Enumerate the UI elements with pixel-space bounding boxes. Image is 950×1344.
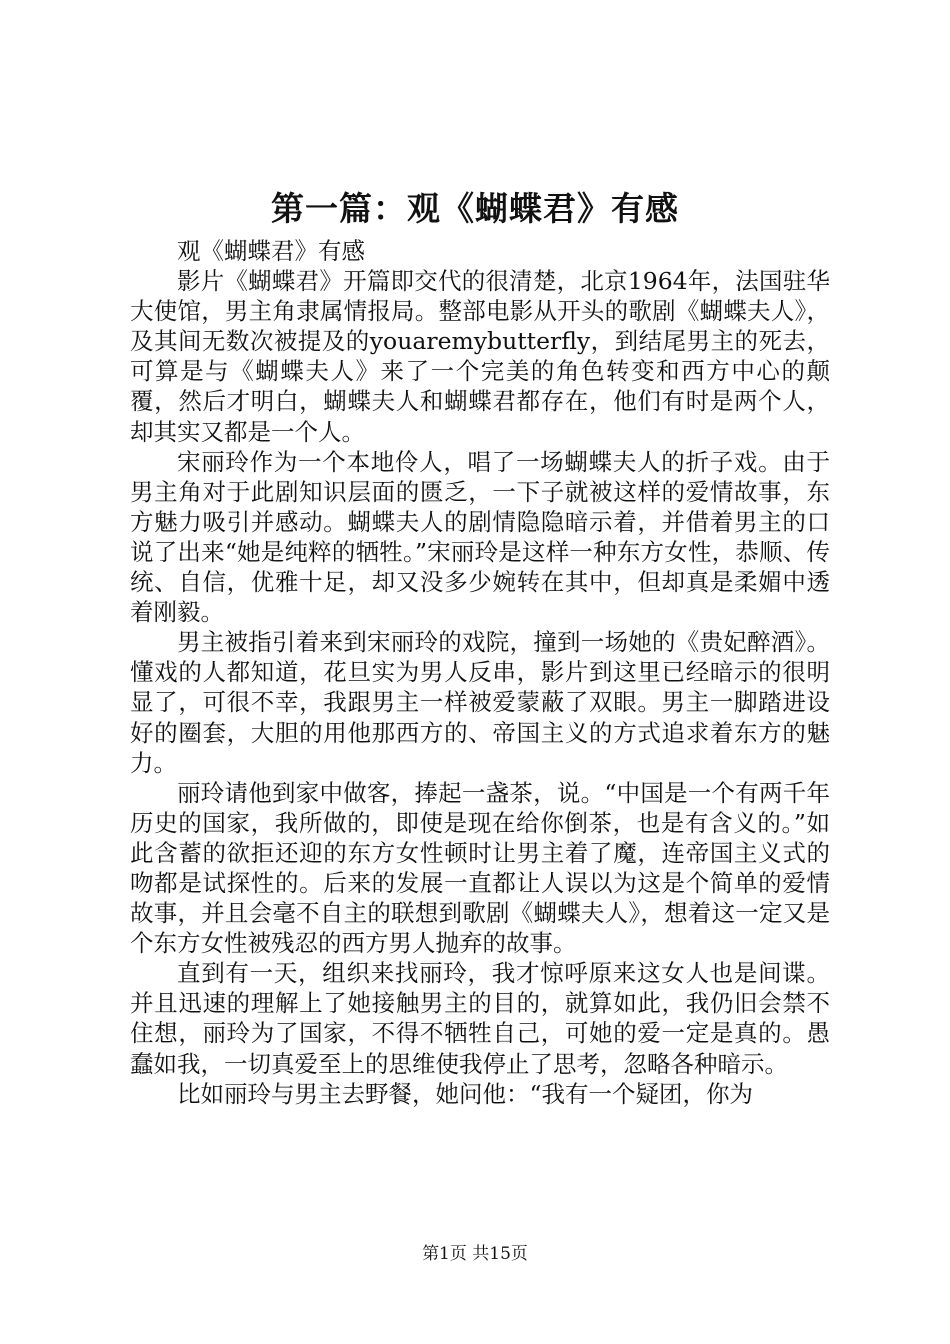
page-title: 第一篇：观《蝴蝶君》有感 [271,189,679,228]
page-number-footer: 第1页 共15页 [422,1244,528,1264]
subtitle-paragraph: 观《蝴蝶君》有感 [177,237,365,265]
body-paragraph: 宋丽玲作为一个本地伶人，唱了一场蝴蝶夫人的折子戏。由于男主角对于此剧知识层面的匮乏，一下子就被这样的爱情故事，东方魅力吸引并感动。蝴蝶夫人的剧情隐隐暗示着，并借着男主的口说了出来“她是纯粹的牺牲。”宋丽玲是这样一种东方女性，恭顺、传统、自信，优雅十足，却又没多少婉转在其中，但却真是柔媚中透着刚毅。 [130,447,830,627]
body-paragraph: 影片《蝴蝶君》开篇即交代的很清楚，北京1964年，法国驻华大使馆，男主角隶属情报局。整部电影从开头的歌剧《蝴蝶夫人》，及其间无数次被提及的youaremybutterfly，到结尾男主的死去，可算是与《蝴蝶夫人》来了一个完美的角色转变和西方中心的颠覆，然后才明白，蝴蝶夫人和蝴蝶君都存在，他们有时是两个人，却其实又都是一个人。 [130,267,830,446]
body-paragraph: 丽玲请他到家中做客，捧起一盏茶，说。“中国是一个有两千年历史的国家，我所做的，即使是现在给你倒茶，也是有含义的。”如此含蓄的欲拒还迎的东方女性顿时让男主着了魔，连帝国主义式的吻都是试探性的。后来的发展一直都让人误以为这是个简单的爱情故事，并且会毫不自主的联想到歌剧《蝴蝶夫人》，想着这一定又是个东方女性被残忍的西方男人抛弃的故事。 [130,778,830,958]
body-paragraph: 直到有一天，组织来找丽玲，我才惊呼原来这女人也是间谍。并且迅速的理解上了她接触男主的目的，就算如此，我仍旧会禁不住想，丽玲为了国家，不得不牺牲自己，可她的爱一定是真的。愚蠢如我，一切真爱至上的思维使我停止了思考，忽略各种暗示。 [130,959,830,1078]
body-paragraph: 男主被指引着来到宋丽玲的戏院，撞到一场她的《贵妃醉酒》。懂戏的人都知道，花旦实为男人反串，影片到这里已经暗示的很明显了，可很不幸，我跟男主一样被爱蒙蔽了双眼。男主一脚踏进设好的圈套，大胆的用他那西方的、帝国主义的方式追求着东方的魅力。 [130,628,830,777]
body-paragraph: 比如丽玲与男主去野餐，她问他：“我有一个疑团，你为 [177,1079,754,1108]
document-body [130,236,830,1109]
